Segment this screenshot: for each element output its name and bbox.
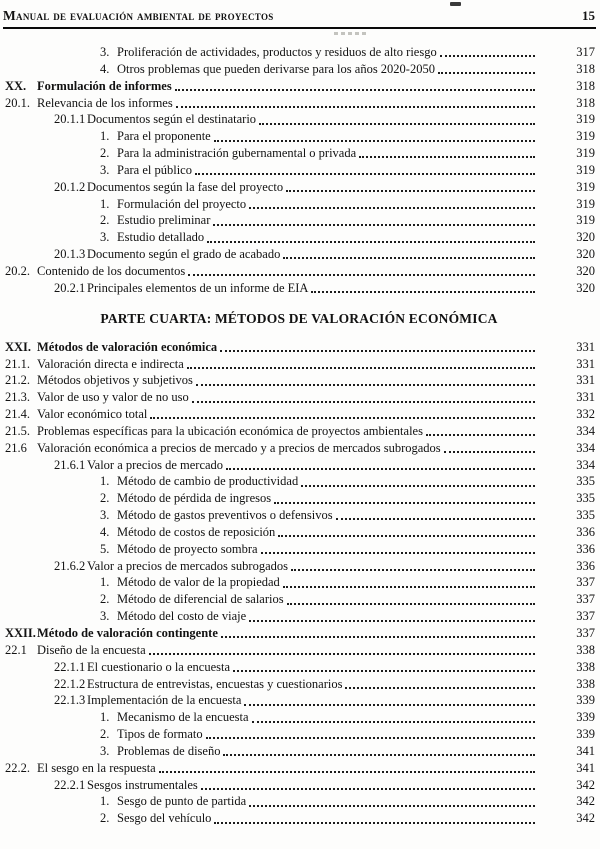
entry-title: Método de costos de reposición [117, 524, 276, 539]
entry-title: Sesgo de punto de partida [117, 794, 247, 809]
entry-title: Método de diferencial de salarios [117, 592, 284, 607]
entry-number: 2. [100, 491, 110, 506]
entry-number: 21.5. [5, 423, 30, 438]
dot-leader [261, 552, 535, 554]
dot-leader [287, 603, 535, 605]
entry-page: 342 [576, 794, 595, 809]
entry-number: 20.2.1 [54, 280, 86, 295]
entry-number: 21.4. [5, 407, 30, 422]
dot-leader [286, 190, 535, 192]
dot-leader [233, 670, 535, 672]
toc-entry [3, 760, 595, 777]
entry-page: 339 [576, 693, 595, 708]
toc-entry [3, 591, 595, 608]
entry-page: 342 [576, 811, 595, 826]
entry-number: 20.1.2 [54, 179, 86, 194]
dot-leader [283, 586, 535, 588]
entry-title: Valor económico total [37, 407, 148, 422]
entry-number: 2. [100, 811, 110, 826]
entry-page: 331 [576, 339, 595, 354]
entry-page: 319 [576, 213, 595, 228]
dot-leader [149, 653, 535, 655]
entry-title: Documentos según el destinatario [87, 112, 257, 127]
dot-leader [175, 89, 535, 91]
dot-leader [311, 291, 535, 293]
toc-entry [3, 726, 595, 743]
entry-page: 317 [576, 45, 595, 59]
dot-leader [444, 451, 535, 453]
entry-title: Para el público [117, 162, 192, 177]
dot-leader [259, 123, 535, 125]
entry-number: 21.2. [5, 373, 30, 388]
toc-entry [3, 440, 595, 457]
dot-leader [213, 224, 535, 226]
entry-title: Método de valoración contingente [37, 626, 218, 640]
entry-number: 2. [100, 213, 110, 228]
entry-title: Tipos de formato [117, 727, 203, 742]
entry-page: 319 [576, 179, 595, 194]
entry-title: Problemas de diseño [117, 743, 221, 758]
toc-entry [3, 743, 595, 760]
dot-leader [426, 434, 535, 436]
toc-entry [3, 229, 595, 246]
entry-number: 20.1.3 [54, 247, 86, 262]
toc-entry [3, 389, 595, 406]
toc-entry [3, 179, 595, 196]
entry-page: 320 [576, 263, 595, 278]
entry-number: 1. [100, 196, 110, 211]
entry-title: Implementación de la encuesta [87, 693, 242, 708]
entry-page: 319 [576, 146, 595, 161]
entry-number: 3. [100, 743, 110, 758]
entry-title: Contenido de los documentos [37, 263, 186, 278]
toc-entry [3, 625, 595, 642]
dot-leader [359, 156, 535, 158]
entry-page: 332 [576, 407, 595, 422]
entry-title: Método del costo de viaje [117, 609, 247, 624]
entry-page: 337 [576, 609, 595, 624]
toc-entry [3, 642, 595, 659]
entry-page: 337 [576, 592, 595, 607]
entry-page: 338 [576, 676, 595, 691]
entry-page: 319 [576, 129, 595, 144]
entry-number: 22.1.2 [54, 676, 86, 691]
toc-entry [3, 457, 595, 474]
entry-number: 3. [100, 609, 110, 624]
entry-title: Estudio preliminar [117, 213, 211, 228]
dot-leader [291, 569, 535, 571]
toc-entry [3, 810, 595, 827]
entry-title: Estructura de entrevistas, encuestas y cuestionarios [87, 676, 343, 691]
entry-number: 20.1. [5, 95, 30, 110]
entry-title: Documento según el grado de acabado [87, 247, 281, 262]
dot-leader [196, 384, 535, 386]
dot-leader [221, 636, 535, 638]
entry-page: 337 [576, 626, 595, 640]
dot-leader [220, 350, 535, 352]
entry-title: El cuestionario o la encuesta [87, 659, 230, 674]
entry-title: Método de gastos preventivos o defensivos [117, 508, 333, 523]
scan-artifact [450, 2, 461, 6]
entry-number: 1. [100, 575, 110, 590]
entry-title: Para el proponente [117, 129, 211, 144]
dot-leader [440, 55, 535, 57]
entry-page: 336 [576, 541, 595, 556]
page-number: 15 [582, 8, 595, 23]
entry-title: Documentos según la fase del proyecto [87, 179, 284, 194]
toc-entry [3, 676, 595, 693]
entry-title: Problemas específicas para la ubicación económica de proyectos ambientales [37, 423, 423, 438]
dot-leader [214, 140, 535, 142]
dot-leader [150, 417, 535, 419]
entry-title: Formulación de informes [37, 78, 172, 93]
toc-entry [3, 246, 595, 263]
scan-artifact [334, 32, 368, 35]
entry-page: 341 [576, 743, 595, 758]
entry-number: 2. [100, 727, 110, 742]
toc-entry [3, 473, 595, 490]
toc-entry [3, 196, 595, 213]
toc-entry [3, 574, 595, 591]
entry-number: 22.1.1 [54, 659, 86, 674]
dot-leader [249, 207, 535, 209]
entry-number: XX. [5, 78, 27, 93]
entry-title: Mecanismo de la encuesta [117, 710, 249, 725]
entry-number: 22.1 [5, 642, 27, 657]
toc-entry [3, 777, 595, 794]
entry-title: Valoración económica a precios de mercado y a precios de mercados subrogados [37, 440, 441, 455]
entry-page: 319 [576, 162, 595, 177]
toc-entry [3, 793, 595, 810]
entry-number: 22.2.1 [54, 777, 86, 792]
entry-number: 20.1.1 [54, 112, 86, 127]
table-of-contents [3, 44, 595, 827]
toc-entry [3, 608, 595, 625]
entry-number: 1. [100, 710, 110, 725]
toc-entry [3, 490, 595, 507]
toc-entry [3, 145, 595, 162]
dot-leader [159, 771, 535, 773]
dot-leader [195, 173, 535, 175]
entry-page: 331 [576, 390, 595, 405]
entry-number: 21.1. [5, 356, 30, 371]
entry-title: Relevancia de los informes [37, 95, 173, 110]
entry-page: 339 [576, 727, 595, 742]
entry-title: Sesgos instrumentales [87, 777, 198, 792]
dot-leader [187, 367, 535, 369]
entry-number: XXII. [5, 626, 36, 640]
dot-leader [278, 535, 535, 537]
toc-entry [3, 356, 595, 373]
toc-entry [3, 280, 595, 297]
entry-page: 339 [576, 710, 595, 725]
dot-leader [301, 485, 535, 487]
entry-page: 334 [576, 457, 595, 472]
toc-entry [3, 95, 595, 112]
entry-title: Proliferación de actividades, productos y residuos de alto riesgo [117, 45, 437, 59]
dot-leader [336, 518, 535, 520]
dot-leader [283, 257, 535, 259]
entry-title: Para la administración gubernamental o privada [117, 146, 357, 161]
dot-leader [214, 822, 535, 824]
toc-entry [3, 659, 595, 676]
entry-number: 5. [100, 541, 110, 556]
toc-entry [3, 212, 595, 229]
entry-page: 318 [576, 61, 595, 76]
entry-number: 21.3. [5, 390, 30, 405]
entry-title: Valor de uso y valor de no uso [37, 390, 189, 405]
entry-title: Valoración directa e indirecta [37, 356, 184, 371]
toc-entry [3, 339, 595, 356]
entry-page: 341 [576, 760, 595, 775]
toc-entry [3, 541, 595, 558]
entry-page: 320 [576, 280, 595, 295]
entry-number: XXI. [5, 339, 32, 354]
toc-entry [3, 78, 595, 95]
entry-title: Sesgo del vehículo [117, 811, 212, 826]
entry-title: Otros problemas que pueden derivarse para los años 2020-2050 [117, 61, 435, 76]
entry-number: 22.2. [5, 760, 30, 775]
toc-entry [3, 692, 595, 709]
entry-page: 335 [576, 491, 595, 506]
dot-leader [274, 502, 535, 504]
entry-number: 20.2. [5, 263, 30, 278]
entry-number: 3. [100, 45, 110, 59]
entry-number: 3. [100, 508, 110, 523]
toc-entry [3, 709, 595, 726]
dot-leader [244, 704, 535, 706]
entry-number: 2. [100, 592, 110, 607]
entry-title: Valor a precios de mercados subrogados [87, 558, 288, 573]
entry-page: 319 [576, 112, 595, 127]
toc-entry [3, 162, 595, 179]
entry-page: 338 [576, 642, 595, 657]
toc-entry [3, 423, 595, 440]
entry-title: Estudio detallado [117, 230, 205, 245]
entry-title: Método de proyecto sombra [117, 541, 258, 556]
toc-entry [3, 44, 595, 61]
entry-number: 4. [100, 61, 110, 76]
entry-number: 4. [100, 524, 110, 539]
toc-entry [3, 61, 595, 78]
entry-page: 336 [576, 558, 595, 573]
dot-leader [188, 274, 535, 276]
toc-entry [3, 111, 595, 128]
entry-title: Métodos objetivos y subjetivos [37, 373, 193, 388]
toc-entry [3, 128, 595, 145]
entry-page: 338 [576, 659, 595, 674]
entry-page: 331 [576, 373, 595, 388]
entry-title: Diseño de la encuesta [37, 642, 146, 657]
entry-number: 3. [100, 162, 110, 177]
entry-number: 21.6.2 [54, 558, 86, 573]
entry-page: 318 [576, 78, 595, 93]
dot-leader [207, 241, 535, 243]
entry-page: 335 [576, 474, 595, 489]
entry-page: 320 [576, 230, 595, 245]
toc-entry [3, 558, 595, 575]
entry-page: 318 [576, 95, 595, 110]
dot-leader [226, 468, 535, 470]
entry-number: 1. [100, 794, 110, 809]
toc-entry [3, 524, 595, 541]
dot-leader [206, 737, 535, 739]
dot-leader [176, 106, 535, 108]
dot-leader [345, 687, 535, 689]
toc-entry [3, 406, 595, 423]
entry-page: 320 [576, 247, 595, 262]
entry-title: Valor a precios de mercado [87, 457, 224, 472]
dot-leader [201, 788, 535, 790]
dot-leader [249, 805, 535, 807]
entry-number: 1. [100, 129, 110, 144]
dot-leader [192, 401, 535, 403]
running-header [3, 8, 596, 29]
toc-entry [3, 263, 595, 280]
entry-page: 337 [576, 575, 595, 590]
entry-number: 3. [100, 230, 110, 245]
entry-page: 342 [576, 777, 595, 792]
dot-leader [438, 72, 535, 74]
entry-title: Método de valor de la propiedad [117, 575, 280, 590]
entry-number: 1. [100, 474, 110, 489]
entry-title: Método de pérdida de ingresos [117, 491, 272, 506]
entry-title: Método de cambio de productividad [117, 474, 299, 489]
entry-page: 331 [576, 356, 595, 371]
dot-leader [249, 620, 535, 622]
entry-page: 334 [576, 423, 595, 438]
book-title: Manual de evaluación ambiental de proyectos [3, 8, 274, 23]
entry-title: El sesgo en la respuesta [37, 760, 156, 775]
entry-number: 22.1.3 [54, 693, 86, 708]
entry-page: 319 [576, 196, 595, 211]
entry-title: Principales elementos de un informe de EIA [87, 280, 309, 295]
entry-page: 336 [576, 524, 595, 539]
entry-title: Métodos de valoración económica [37, 339, 218, 354]
entry-number: 21.6.1 [54, 457, 86, 472]
entry-page: 335 [576, 508, 595, 523]
toc-entry [3, 507, 595, 524]
entry-number: 2. [100, 146, 110, 161]
dot-leader [223, 754, 535, 756]
dot-leader [252, 721, 535, 723]
entry-number: 21.6 [5, 440, 27, 455]
entry-title: Formulación del proyecto [117, 196, 247, 211]
part-heading: PARTE CUARTA: MÉTODOS DE VALORACIÓN ECONÓMICA [100, 310, 498, 326]
toc-entry [3, 372, 595, 389]
entry-page: 334 [576, 440, 595, 455]
